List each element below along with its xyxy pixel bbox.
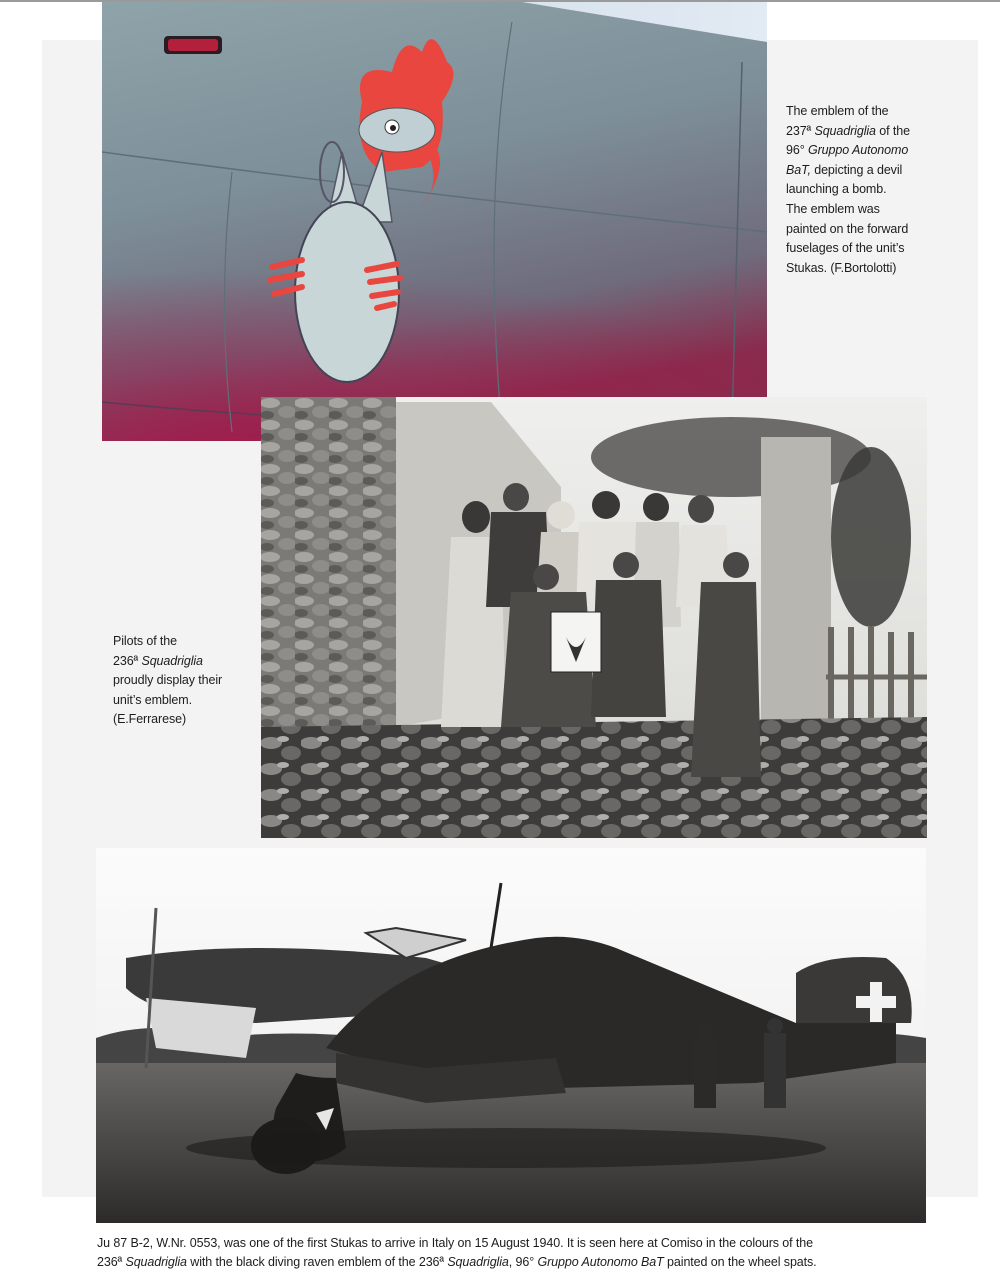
- caption-text: with the black diving raven emblem of the 236ª: [186, 1254, 448, 1269]
- stuka-caption-line: [97, 1253, 937, 1272]
- stuka-photo-illustration: [96, 848, 926, 1223]
- caption-text: 236ª: [113, 653, 142, 668]
- caption-text: 237ª: [786, 123, 815, 138]
- caption-italic-text: Squadriglia: [447, 1254, 509, 1269]
- emblem-photo: [102, 2, 767, 441]
- pilots-caption-line: Pilots of the: [113, 634, 178, 648]
- caption-text: depicting a devil: [810, 162, 903, 177]
- caption-italic-text: Squadriglia: [125, 1254, 187, 1269]
- caption-italic-text: Gruppo Autonomo BaT: [537, 1254, 664, 1269]
- emblem-caption-line: painted on the forward: [786, 221, 909, 236]
- pilots-photo: [261, 397, 927, 838]
- caption-text: 96°: [786, 143, 808, 158]
- caption-italic-text: Squadriglia: [141, 653, 203, 668]
- stuka-caption: [97, 1234, 937, 1271]
- pilots-caption: [113, 632, 253, 730]
- stuka-photo: [96, 848, 926, 1223]
- pilots-caption-line: proudly display their: [113, 673, 223, 688]
- pilots-caption-line: unit’s emblem.: [113, 692, 192, 707]
- emblem-caption-line: Stukas. (F.Bortolotti): [786, 260, 897, 275]
- caption-text: 236ª: [97, 1254, 126, 1269]
- emblem-caption: [786, 102, 956, 278]
- emblem-caption-line: [786, 122, 956, 142]
- pilots-caption-line: [113, 652, 253, 672]
- emblem-caption-line: The emblem of the: [786, 104, 889, 118]
- pilots-caption-line: (E.Ferrarese): [113, 712, 187, 727]
- emblem-photo-illustration: [102, 2, 767, 441]
- emblem-caption-line: fuselages of the unit’s: [786, 241, 905, 256]
- emblem-caption-line: The emblem was: [786, 201, 880, 216]
- caption-text: of the: [875, 123, 910, 138]
- emblem-caption-line: [786, 161, 956, 181]
- caption-italic-text: Squadriglia: [814, 123, 876, 138]
- caption-italic-text: BaT,: [786, 162, 811, 177]
- caption-italic-text: Gruppo Autonomo: [807, 143, 909, 158]
- emblem-caption-line: [786, 141, 956, 161]
- emblem-caption-line: launching a bomb.: [786, 182, 887, 197]
- caption-text: , 96°: [508, 1254, 538, 1269]
- pilots-photo-illustration: [261, 397, 927, 838]
- caption-text: painted on the wheel spats.: [663, 1254, 817, 1269]
- stuka-caption-line: Ju 87 B-2, W.Nr. 0553, was one of the first Stukas to arrive in Italy on 15 August 1940. It is seen here at Comiso in the colours of the: [97, 1236, 813, 1250]
